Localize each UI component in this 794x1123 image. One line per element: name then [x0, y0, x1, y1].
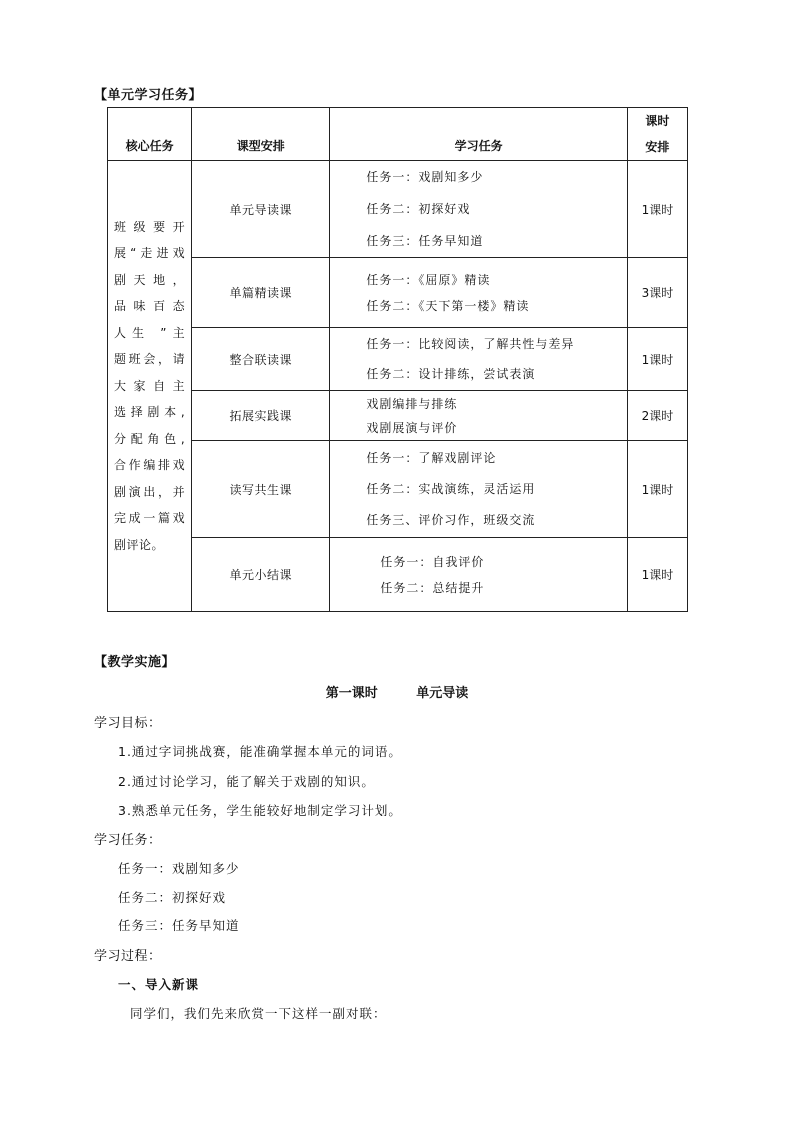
hours-cell: 1课时 — [627, 538, 687, 612]
header-core: 核心任务 — [108, 108, 192, 161]
learning-task-cell — [330, 391, 628, 441]
task-line: 任务一：戏剧知多少 — [366, 170, 484, 184]
task-line: 任务一：自我评价 — [380, 554, 485, 569]
header-hours — [627, 108, 687, 161]
unit-plan-table — [107, 107, 688, 612]
hours-cell: 2课时 — [627, 391, 687, 441]
hours-cell: 1课时 — [627, 161, 687, 258]
core-line: 分配角色, — [114, 431, 186, 446]
core-line: 合作编排戏 — [114, 458, 186, 473]
core-line: 品味百态 — [114, 299, 186, 314]
table-row — [108, 161, 688, 258]
table-row — [108, 258, 688, 328]
hours-cell: 3课时 — [627, 258, 687, 328]
lesson-title — [0, 682, 794, 701]
core-line: 选择剧本, — [114, 405, 186, 420]
learning-task-cell — [330, 538, 628, 612]
task-line: 任务三：任务早知道 — [366, 234, 484, 248]
task-line: 任务二：总结提升 — [380, 580, 485, 595]
task-line: 戏剧编排与排练 — [366, 396, 458, 411]
lesson-type-cell: 单元导读课 — [192, 161, 330, 258]
task-line: 任务一：比较阅读，了解共性与差异 — [366, 337, 575, 351]
hours-cell: 1课时 — [627, 328, 687, 391]
header-task: 学习任务 — [330, 108, 628, 161]
intro-paragraph: 同学们，我们先来欣赏一下这样一副对联： — [130, 1006, 387, 1021]
learning-task-cell — [330, 441, 628, 538]
lesson-type-cell: 读写共生课 — [192, 441, 330, 538]
task-line: 任务二：初探好戏 — [366, 202, 471, 216]
task-item: 任务三：任务早知道 — [118, 918, 240, 933]
learning-task-cell — [330, 258, 628, 328]
lesson-title-name: 单元导读 — [416, 686, 469, 701]
learning-task-cell — [330, 328, 628, 391]
task-line: 任务三、评价习作，班级交流 — [366, 512, 536, 527]
step-heading: 一、导入新课 — [118, 977, 200, 992]
core-line: 剧天地， — [114, 272, 186, 287]
lesson-type-cell: 单篇精读课 — [192, 258, 330, 328]
lesson-type-cell: 单元小结课 — [192, 538, 330, 612]
unit-tasks-heading: 【单元学习任务】 — [94, 88, 203, 103]
core-line: 展“走进戏 — [114, 246, 186, 261]
core-task-cell — [108, 161, 192, 612]
learning-task-cell — [330, 161, 628, 258]
core-line: 剧演出，并 — [114, 484, 186, 499]
task-item: 任务一：戏剧知多少 — [118, 861, 240, 876]
table-row — [108, 328, 688, 391]
lesson-type-cell: 拓展实践课 — [192, 391, 330, 441]
core-line: 完成一篇戏 — [114, 511, 186, 526]
task-line: 任务一：了解戏剧评论 — [366, 450, 497, 465]
teaching-heading: 【教学实施】 — [94, 655, 176, 670]
table-header-row — [108, 108, 688, 161]
objective-item: 3.熟悉单元任务，学生能较好地制定学习计划。 — [118, 803, 402, 818]
table-row — [108, 441, 688, 538]
table-row — [108, 538, 688, 612]
objectives-label: 学习目标： — [94, 716, 162, 731]
task-line: 任务二：设计排练，尝试表演 — [366, 367, 536, 381]
task-line: 任务二：实战演练，灵活运用 — [366, 481, 536, 496]
objective-item: 2.通过讨论学习，能了解关于戏剧的知识。 — [118, 774, 375, 789]
task-line: 任务二：《天下第一楼》精读 — [366, 298, 530, 313]
header-type: 课型安排 — [192, 108, 330, 161]
core-line: 剧评论。 — [114, 537, 165, 552]
tasks-label: 学习任务： — [94, 833, 162, 848]
core-line: 人生 ”主 — [114, 325, 186, 340]
core-line: 题班会，请 — [114, 352, 186, 367]
lesson-type-cell: 整合联读课 — [192, 328, 330, 391]
lesson-title-number: 第一课时 — [325, 686, 378, 701]
header-hours-line1: 课时 — [645, 114, 670, 128]
task-line: 戏剧展演与评价 — [366, 420, 458, 435]
task-line: 任务一：《屈原》精读 — [366, 272, 491, 287]
table-row — [108, 391, 688, 441]
objective-item: 1.通过字词挑战赛，能准确掌握本单元的词语。 — [118, 744, 402, 759]
core-line: 大家自主 — [114, 378, 186, 393]
process-label: 学习过程： — [94, 949, 162, 964]
header-hours-line2: 安排 — [645, 140, 670, 154]
task-item: 任务二：初探好戏 — [118, 890, 227, 905]
core-line: 班级要开 — [114, 219, 186, 234]
hours-cell: 1课时 — [627, 441, 687, 538]
